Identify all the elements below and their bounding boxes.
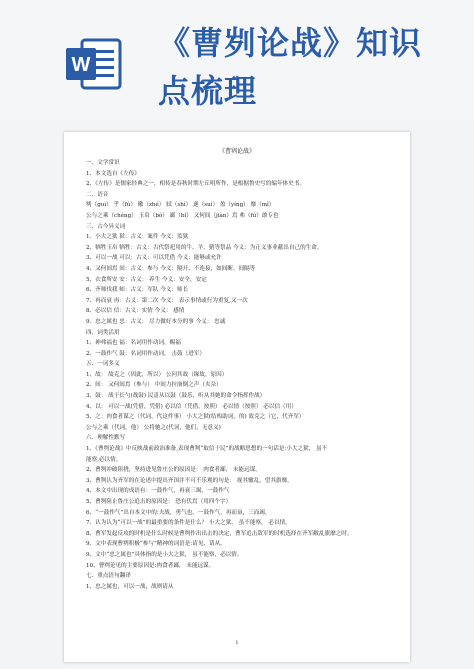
document-line: 二、语音 [86,191,109,198]
document-line: 2、一鼓作气 鼓：名词用作动词， 击鼓（进军） [86,350,205,357]
document-line: 一、文学常识 [86,160,120,166]
document-line: 1、《曹刿论战》中反映战前政治准备,表现曹刿“取信于民”的战略思想的一句话是:小大之狱， 虽不 [86,446,328,453]
document-line: 2、《左传》是儒家经典之一，相传是春秋时期左丘明所作，是根据鲁史写的编年体史书。 [86,181,305,188]
document-line: 公与之乘（chéng） 玉帛（bó） 鄙（bǐ） 又何间（jiàn）焉 弗（fú）敢专也 [86,212,279,219]
document-line: 4、本文中出现的成语有：一鼓作气，再衰三竭、一鼓作气 [86,488,230,495]
document-line: 1、神弗福也 福：名词用作动词，赐福 [86,340,181,347]
document-line: 1、本文选自《左传》 [86,170,140,177]
document-line: 七、重点语句翻译 [86,573,131,580]
page-number: 1 [235,640,239,646]
document-line: 8、曹军发起反攻的时机是什么时候是曹刿作出出击的决定，曹军追击敌军的时机选择在齐军敝乱旗靡之时。 [86,530,353,537]
document-line: 5、曹刿阻止鲁庄公追击的原因是： 恐有伏焉（用四个字） [86,499,232,505]
document-body [86,158,396,592]
document-line: 6、齐师伐我 师：古义：军队 今义：师长 [86,287,189,294]
document-line: 5、衣食所安 安：古义： 养生 今义：安全，安定 [86,276,207,283]
document-line: 能察,必以情。 [86,456,122,463]
document-line: 1、忠之属也，可以一战，战则请从 [86,583,174,590]
document-line: 2、牺牲玉帛 牺牲：古义：古代祭祀用的牛、羊、猪等祭品 今义：为正义事业献出自己的生命。 [86,244,323,251]
document-line: 2、曹刿冲破阻挠，坚持进见鲁庄公的原因是： 肉食者鄙， 未能远谋。 [86,467,261,474]
document-line: 五、一词多义 [86,361,120,368]
document-line: 5、之：肉食者谋之（代词，代这件事） 小大之狱(结构助词，的) 故克之（它，代齐军） [86,414,305,421]
document-line: 3、可以一战 可以：古义：可以凭借 今义：能够或允许 [86,255,222,262]
document-page [64,132,410,662]
document-line: 三、古今异义词 [86,223,126,230]
document-line: 10、曹刿论见的主要原因是:肉食者鄙， 未能远谋。 [86,562,215,569]
document-line: 4、又何间焉 间：古义：参与 今义：隔开、不连接，如间断、间隔等 [86,265,256,272]
document-line: 4、以： 可以一战(凭借，凭借) 必以信（凭借，按照） 必以情（按照） 必以信（用） [86,403,297,410]
document-line: 1、故： 故克之（因此，所以） 公问其故（缘故，原因） [86,371,228,378]
page-title-line-1: 《曹刿论战》知识 [158,24,423,62]
word-logo-letter: W [71,54,91,76]
document-line: 6、“一鼓作气”出自本文中的:夫战，勇气也。一鼓作气，再而衰，三而竭。 [86,509,271,516]
document-line: 刿（guì） 乎（fú） 徽（zhé） 轼（shì） 遂（suì） 盈（yíng） 靡（mǐ） [86,202,275,209]
header-banner [0,0,474,120]
document-line: 7、认为认为“可以一战”的最重要的条件是什么？ 小大之狱， 虽不能察， 必以情。 [86,520,291,527]
document-line: 公与之乘（代词，他） 公将驰之(代词，他们，无意义) [86,424,221,431]
document-line: 9、文中“忠之属也”具体指的是小大之狱， 虽不能察，必以情。 [86,551,243,558]
document-line: 8、必以信 信：古义：实情 今义： 感情 [86,308,185,315]
document-line: 六、理解性默写 [86,435,126,442]
document-line: 7、再而衰 再：古义：第二次 今义： 表示事情或行为重复,又一次 [86,297,248,304]
document-line: 1、小大之狱 狱：古义：案件 今义：监狱 [86,234,189,241]
document-line: 3、曹刿认为齐军的在论述中提出齐国并不可不乐观的句是： 视其辙乱，望其旗靡。 [86,477,293,484]
document-line: 9、文中表现曹刿积极“参与”精神的词语是:请见，请从。 [86,541,226,548]
document-line: 2、间： 又何间焉（参与） 中间力拉崩倒之声（夹杂） [86,382,222,389]
word-document-icon [64,36,124,92]
page-title-line-2: 点梳理 [158,72,258,110]
document-line: 四、词类活用 [86,329,120,336]
document-title: 《曹刿论战》 [218,148,255,155]
document-line: 3、鼓： 战于长勺(战鼓) 民啬从以鼓（鼓乐，听从其她的命令指挥作战） [86,393,266,400]
document-line: 9、忠之属也 忠：古义： 尽力做好本分的事 今义： 忠诚 [86,318,226,325]
